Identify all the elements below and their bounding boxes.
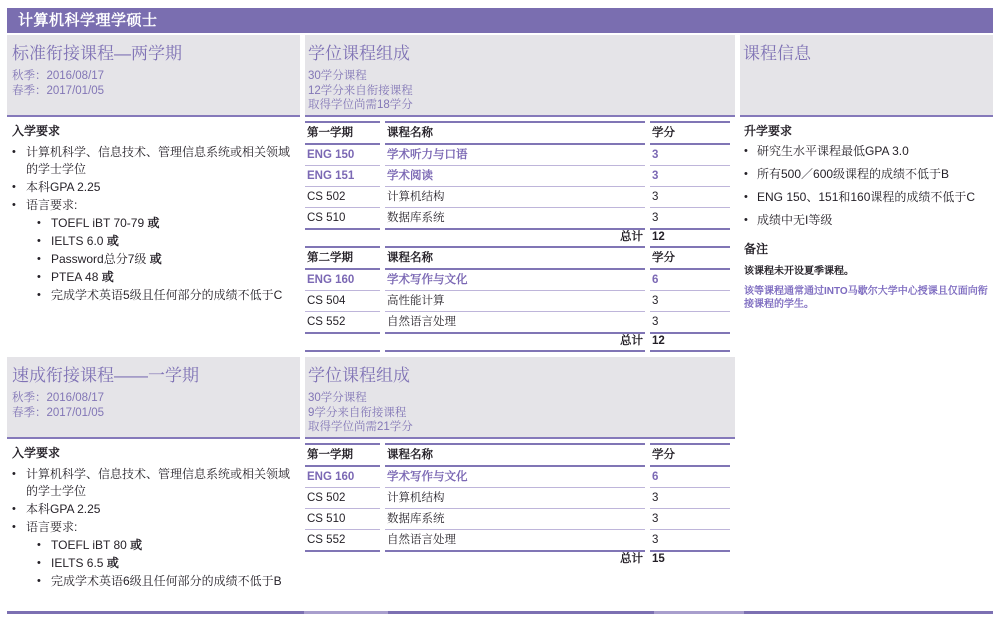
composition-line: 30学分课程: [308, 70, 367, 82]
course-info-column: [740, 117, 993, 311]
progression-item: • ENG 150、151和160课程的成绩不低于C: [744, 190, 976, 204]
pathway-title: 速成衔接课程——一学期: [12, 366, 199, 385]
notes-title: 备注: [744, 242, 769, 256]
admission-requirements-column: [7, 439, 300, 591]
spring-start-date: 春季：2017/01/05: [12, 84, 105, 97]
course-row: CS 552 自然语言处理 3: [305, 530, 730, 552]
footer-rule-segment: [744, 611, 993, 614]
admission-item: • 语言要求:: [12, 520, 78, 534]
bullet-dot: •: [12, 146, 16, 158]
table-header-row: [305, 248, 730, 270]
composition-line: 12学分来自衔接课程: [308, 84, 413, 97]
total-row: [305, 334, 730, 352]
total-label: 总计: [385, 230, 645, 248]
fall-start-date: 秋季：2016/08/17: [12, 392, 105, 404]
bullet-dot: •: [37, 271, 41, 283]
footer-rule-segment: [654, 611, 744, 614]
section2-content: [7, 439, 993, 591]
document-page: [7, 8, 993, 591]
progression-item: • 所有500／600级课程的成绩不低于B: [744, 167, 950, 181]
course-row: CS 510 数据库系统 3: [305, 208, 730, 230]
bullet-dot: •: [12, 181, 16, 193]
term-header: 第二学期: [305, 248, 380, 270]
admission-item: • 计算机科学、信息技术、管理信息系统或相关领域的学士学位: [12, 467, 291, 498]
bullet-dot: •: [37, 289, 41, 301]
note-into-center: 该等课程通常通过INTO马歇尔大学中心授课且仅面向衔接课程的学生。: [744, 286, 988, 310]
progression-title: 升学要求: [744, 124, 793, 138]
page-title: 计算机科学理学硕士: [18, 12, 158, 29]
bullet-dot: •: [37, 575, 41, 587]
program-title-bar: [7, 8, 993, 33]
degree-composition-cell: [305, 357, 735, 439]
admission-item: • 计算机科学、信息技术、管理信息系统或相关领域的学士学位: [12, 145, 291, 176]
section2-banner: [7, 357, 993, 439]
admission-requirements-column: [7, 117, 300, 305]
course-row: ENG 150 学术听力与口语 3: [305, 145, 730, 166]
admission-item: • 本科GPA 2.25: [12, 180, 101, 194]
bullet-dot: •: [12, 503, 16, 515]
bullet-dot: •: [37, 557, 41, 569]
bullet-dot: •: [744, 214, 748, 226]
course-row: CS 510 数据库系统 3: [305, 509, 730, 530]
course-row: ENG 160 学术写作与文化 6: [305, 270, 730, 291]
course-row: CS 502 计算机结构 3: [305, 488, 730, 509]
credits-header: 学分: [650, 121, 730, 145]
spring-start-date: 春季：2017/01/05: [12, 406, 105, 419]
bullet-dot: •: [12, 199, 16, 211]
total-credits: 15: [652, 553, 665, 565]
accelerated-course-table: [300, 443, 735, 568]
language-option: • IELTS 6.0 或: [37, 234, 119, 248]
admission-title: 入学要求: [12, 446, 61, 460]
course-row: CS 502 计算机结构 3: [305, 187, 730, 208]
credits-header: 学分: [650, 443, 730, 467]
table-header-row: [305, 121, 730, 145]
progression-item: • 研究生水平课程最低GPA 3.0: [744, 144, 909, 158]
composition-line: 取得学位尚需21学分: [308, 421, 413, 433]
footer-rule: [7, 611, 993, 614]
language-option: • Password总分7级 或: [37, 252, 162, 266]
course-info-title: 课程信息: [743, 44, 811, 63]
bullet-dot: •: [37, 235, 41, 247]
banner-empty-cell: [740, 357, 993, 439]
course-info-cell: [740, 35, 993, 117]
language-option: • TOEFL iBT 80 或: [37, 538, 143, 552]
total-row: [305, 552, 730, 568]
language-option: • 完成学术英语6级且任何部分的成绩不低于B: [37, 574, 282, 588]
total-label: 总计: [385, 334, 645, 352]
course-row: CS 552 自然语言处理 3: [305, 312, 730, 334]
composition-line: 9学分来自衔接课程: [308, 406, 407, 419]
course-tables-column: [305, 117, 735, 352]
fall-start-date: 秋季：2016/08/17: [12, 70, 105, 82]
bullet-dot: •: [744, 168, 748, 180]
note-no-summer: 该课程未开设夏季课程。: [744, 266, 854, 277]
admission-title: 入学要求: [12, 124, 61, 138]
bullet-dot: •: [744, 191, 748, 203]
composition-title: 学位课程组成: [308, 44, 410, 63]
bullet-dot: •: [37, 217, 41, 229]
language-option: • PTEA 48 或: [37, 270, 114, 284]
course-name-header: 课程名称: [385, 443, 645, 467]
course-row: ENG 151 学术阅读 3: [305, 166, 730, 187]
course-row: CS 504 高性能计算 3: [305, 291, 730, 312]
admission-item: • 本科GPA 2.25: [12, 502, 101, 516]
bullet-dot: •: [37, 539, 41, 551]
bullet-dot: •: [744, 145, 748, 157]
course-name-header: 课程名称: [385, 248, 645, 270]
total-credits: 12: [650, 230, 730, 248]
course-row: ENG 160 学术写作与文化 6: [305, 467, 730, 488]
credits-header: 学分: [650, 248, 730, 270]
degree-composition-cell: [305, 35, 735, 117]
footer-rule-segment: [7, 611, 304, 614]
course-name-header: 课程名称: [385, 121, 645, 145]
language-option: • IELTS 6.5 或: [37, 556, 119, 570]
pathway-title: 标准衔接课程—两学期: [12, 44, 182, 63]
composition-title: 学位课程组成: [308, 366, 410, 385]
term-header: 第一学期: [305, 121, 380, 145]
total-label: 总计: [620, 553, 643, 565]
semester1-course-table: [300, 121, 735, 248]
bullet-dot: •: [12, 521, 16, 533]
total-row: [305, 230, 730, 248]
section1-content: [7, 117, 993, 355]
course-tables-column: [305, 439, 735, 568]
bullet-dot: •: [12, 468, 16, 480]
pathway-banner-cell: [7, 35, 300, 117]
table-header-row: [305, 443, 730, 467]
semester2-course-table: [300, 248, 735, 352]
admission-item: • 语言要求:: [12, 198, 78, 212]
composition-line: 30学分课程: [308, 392, 367, 404]
progression-item: • 成绩中无I等级: [744, 213, 833, 227]
footer-rule-segment: [304, 611, 388, 614]
term-header: 第一学期: [305, 443, 380, 467]
bullet-dot: •: [37, 253, 41, 265]
language-option: • 完成学术英语5级且任何部分的成绩不低于C: [37, 288, 283, 302]
section1-banner: [7, 35, 993, 117]
composition-line: 取得学位尚需18学分: [308, 99, 413, 111]
total-credits: 12: [650, 334, 730, 352]
footer-rule-segment: [388, 611, 654, 614]
pathway-banner-cell: [7, 357, 300, 439]
language-option: • TOEFL iBT 70-79 或: [37, 216, 160, 230]
